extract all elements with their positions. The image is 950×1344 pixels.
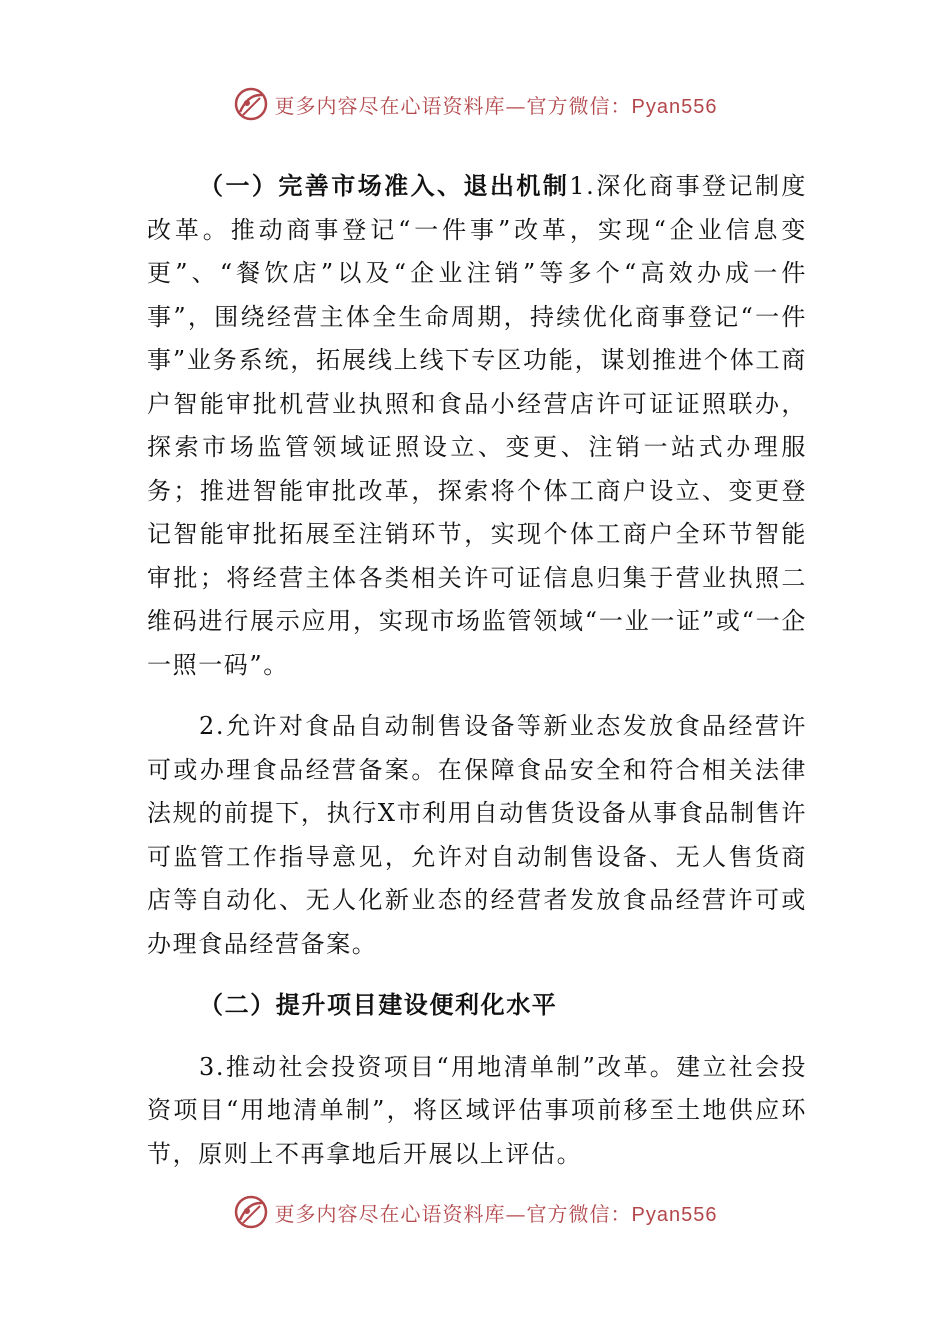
section2-heading: （二）提升项目建设便利化水平: [199, 991, 558, 1019]
watermark-banner-top: [0, 84, 950, 124]
section1-heading: （一）完善市场准入、退出机制: [199, 172, 570, 200]
section2-paragraph1: 3.推动社会投资项目“用地清单制”改革。建立社会投资项目“用地清单制”，将区域评估事项前移至土地供应环节，原则上不再拿地后开展以上评估。: [147, 1052, 807, 1168]
section1-para1-text: 1.深化商事登记制度改革。推动商事登记“一件事”改革，实现“企业信息变更”、“餐饮店”以及“企业注销”等多个“高效办成一件事”，围绕经营主体全生命周期，持续优化商事登记“一件事”业务系统，拓展线上线下专区功能，谋划推进个体工商户智能审批机营业执照和食品小经营店许可证证照联办，探索市场监管领域证照设立、变更、注销一站式办理服务；推进智能审批改革，探索将个体工商户设立、变更登记智能审批拓展至注销环节，实现个体工商户全环节智能审批；将经营主体各类相关许可证信息归集于营业执照二维码进行展示应用，实现市场监管领域“一业一证”或“一企一照一码”。: [147, 172, 807, 679]
watermark-text: 更多内容尽在心语资料库—官方微信：Pyan556: [274, 1201, 718, 1226]
section1-paragraph2: 2.允许对食品自动制售设备等新业态发放食品经营许可或办理食品经营备案。在保障食品安全和符合相关法律法规的前提下，执行X市利用自动售货设备从事食品制售许可监管工作指导意见，允许对自动制售设备、无人售货商店等自动化、无人化新业态的经营者发放食品经营许可或办理食品经营备案。: [147, 712, 807, 958]
document-body: [147, 165, 807, 1176]
section1-paragraph1: [147, 165, 807, 687]
watermark-banner-bottom: [0, 1192, 950, 1232]
watermark-wechat-id: Pyan556: [631, 95, 718, 118]
watermark-logo-icon: [233, 1194, 269, 1230]
watermark-logo-icon: [233, 86, 269, 122]
watermark-wechat-id: Pyan556: [631, 1203, 718, 1226]
watermark-text: 更多内容尽在心语资料库—官方微信：Pyan556: [274, 93, 718, 118]
